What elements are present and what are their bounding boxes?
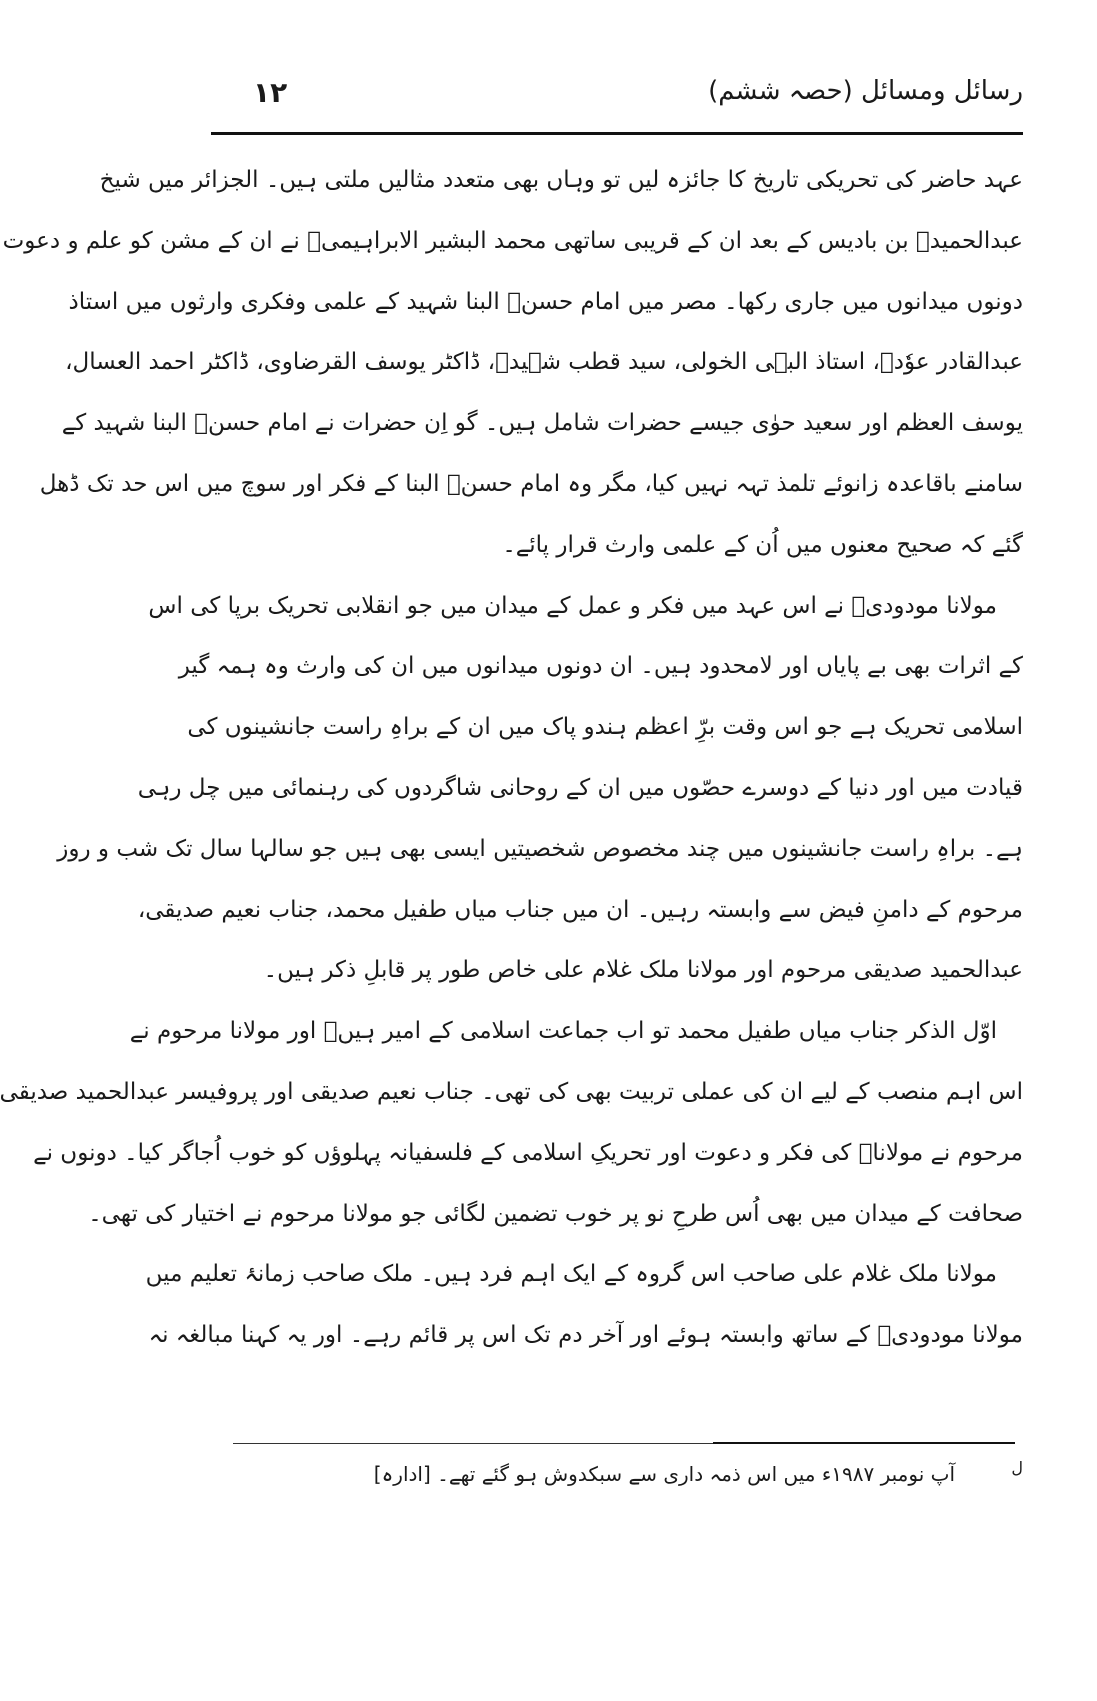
footnote-marker: ل [1011,1458,1023,1477]
text-line: یوسف العظم اور سعید حوٰی جیسے حضرات شامل ہیں۔ گو اِن حضرات نے امام حسنؒ البنا شہید کے [61,410,1023,437]
footnote-divider [713,1442,1015,1444]
text-line: مولانا مودودیؒ کے ساتھ وابستہ ہوئے اور آخر دم تک اس پر قائم رہے۔ اور یہ کہنا مبالغہ نہ [148,1322,1023,1349]
page-number: ١٢ [253,76,288,109]
text-line: عہد حاضر کی تحریکی تاریخ کا جائزہ لیں تو وہاں بھی متعدد مثالیں ملتی ہیں۔ الجزائر میں شیخ [99,167,1023,193]
text-line: مرحوم نے مولاناؒ کی فکر و دعوت اور تحریکِ اسلامی کے فلسفیانہ پہلوؤں کو خوب اُجاگر کیا۔ دونوں نے [33,1139,1023,1166]
text-line: دونوں میدانوں میں جاری رکھا۔ مصر میں امام حسنؒ البنا شہید کے علمی وفکری وارثوں میں استاذ [68,288,1023,315]
text-line: عبدالحمیدؒ بن بادیس کے بعد ان کے قریبی ساتھی محمد البشیر الابراہیمیؒ نے ان کے مشن کو علم و دعوت [2,227,1023,254]
text-line: مولانا ملک غلام علی صاحب اس گروہ کے ایک اہم فرد ہیں۔ ملک صاحب زمانۂ تعلیم میں [145,1261,997,1288]
body-text [0,150,1023,1366]
text-line: صحافت کے میدان میں بھی اُس طرحِ نو پر خوب تضمین لگائی جو مولانا مرحوم نے اختیار کی تھی۔ [88,1200,1023,1227]
text-line: اسلامی تحریک ہے جو اس وقت برِّ اعظم ہندو پاک میں ان کے براہِ راست جانشینوں کی [187,714,1023,741]
text-line: عبدالحمید صدیقی مرحوم اور مولانا ملک غلام علی خاص طور پر قابلِ ذکر ہیں۔ [263,957,1023,984]
footnote-divider-thin [233,1443,713,1444]
text-line: اس اہم منصب کے لیے ان کی عملی تربیت بھی کی تھی۔ جناب نعیم صدیقی اور پروفیسر عبدالحمید صدیقی [0,1078,1023,1105]
text-line: مرحوم کے دامنِ فیض سے وابستہ رہیں۔ ان میں جناب میاں طفیل محمد، جناب نعیم صدیقی، [137,896,1023,923]
text-line: عبدالقادر عوٗدہ، استاذ البہی الخولی، سید قطب شہیدؒ، ڈاکٹر یوسف القرضاوی، ڈاکٹر احمد العسال، [65,349,1023,376]
text-line: گئے کہ صحیح معنوں میں اُن کے علمی وارث قرار پائے۔ [502,531,1023,558]
footnote-text: آپ نومبر ١٩٨٧ء میں اس ذمہ داری سے سبکدوش ہو گئے تھے۔ [ادارہ] [373,1462,955,1486]
header-rule [211,132,1023,135]
text-line: قیادت میں اور دنیا کے دوسرے حصّوں میں ان کے روحانی شاگردوں کی رہنمائی میں چل رہی [137,774,1023,801]
text-line: کے اثرات بھی بے پایاں اور لامحدود ہیں۔ ان دونوں میدانوں میں ان کی وارث وہ ہمہ گیر [178,653,1023,680]
text-line: اوّل الذکر جناب میاں طفیل محمد تو اب جماعت اسلامی کے امیر ہیںؔ اور مولانا مرحوم نے [129,1018,997,1045]
book-title: رسائل ومسائل (حصہ ششم) [708,76,1023,106]
text-line: مولانا مودودیؒ نے اس عہد میں فکر و عمل کے میدان میں جو انقلابی تحریک برپا کی اس [148,592,997,619]
text-line: ہے۔ براہِ راست جانشینوں میں چند مخصوص شخصیتیں ایسی بھی ہیں جو سالہا سال تک شب و روز [57,835,1023,862]
text-line: سامنے باقاعدہ زانوئے تلمذ تہہ نہیں کیا، مگر وہ امام حسنؒ البنا کے فکر اور سوچ میں اس حد تک ڈھل [39,470,1023,497]
running-header [243,70,1023,120]
